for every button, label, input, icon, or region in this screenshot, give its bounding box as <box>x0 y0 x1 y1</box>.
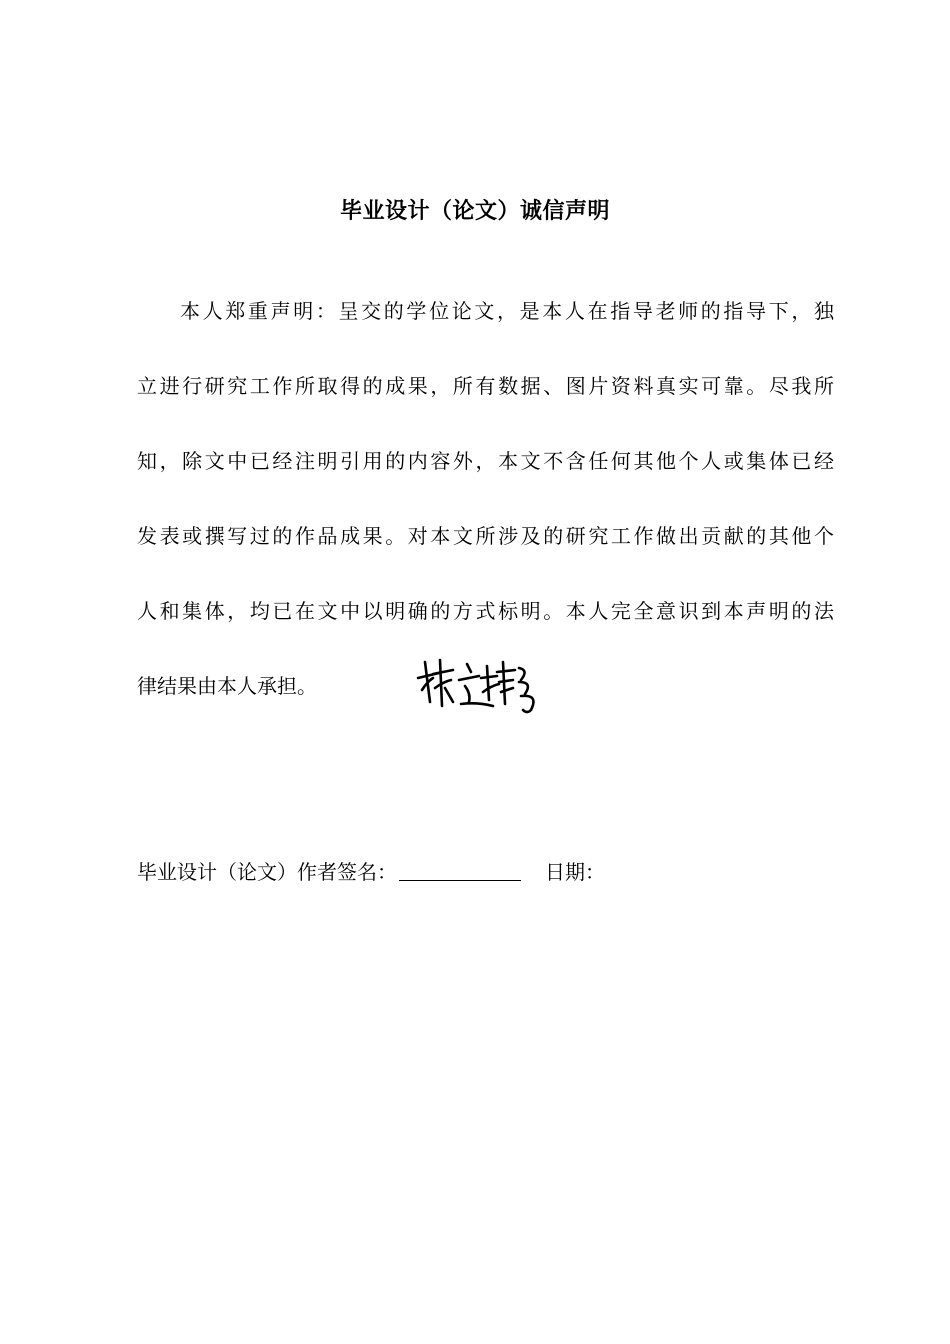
signature-footer <box>137 852 605 892</box>
paragraph-line: 律结果由本人承担。 <box>137 674 317 698</box>
paragraph-line: 知，除文中已经注明引用的内容外，本文不含任何其他个人或集体已经 <box>137 449 834 473</box>
handwritten-signature <box>415 652 550 714</box>
paragraph-line: 本人郑重声明：呈交的学位论文，是本人在指导老师的指导下，独 <box>180 299 834 323</box>
paragraph-line: 立进行研究工作所取得的成果，所有数据、图片资料真实可靠。尽我所 <box>137 374 834 398</box>
page-title: 毕业设计（论文）诚信声明 <box>339 199 610 224</box>
author-signature-label: 毕业设计（论文）作者签名： <box>137 860 397 884</box>
date-label: 日期： <box>545 860 605 884</box>
paragraph-line: 发表或撰写过的作品成果。对本文所涉及的研究工作做出贡献的其他个 <box>137 524 834 548</box>
signature-line[interactable] <box>399 852 521 881</box>
paragraph-line: 人和集体，均已在文中以明确的方式标明。本人完全意识到本声明的法 <box>137 599 834 623</box>
signature-drawing <box>415 652 550 714</box>
